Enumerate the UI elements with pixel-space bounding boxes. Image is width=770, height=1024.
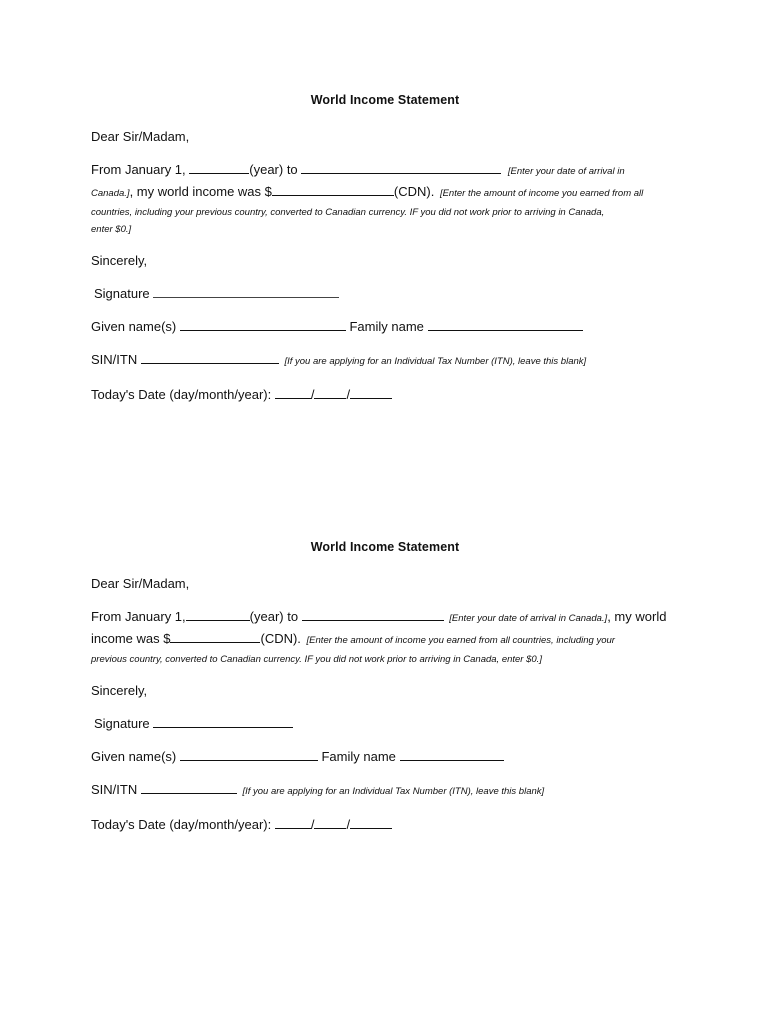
date-separator: / [310,817,315,832]
given-name-field[interactable] [180,747,318,761]
world-income-statement-form-2 [91,540,691,835]
date-year-field[interactable] [350,815,392,829]
date-day-field[interactable] [275,815,311,829]
income-line [91,182,691,204]
arrival-note-cont: Canada.] [91,188,130,199]
closing: Sincerely, [91,253,148,268]
income-amount-field[interactable] [272,182,394,196]
income-note: [Enter the amount of income you earned from all countries, including your [306,635,615,646]
signature-row [91,714,691,734]
world-label: , my world [607,609,667,624]
cdn-label: (CDN). [393,184,435,199]
date-separator: / [346,817,351,832]
date-label: Today's Date (day/month/year): [91,387,275,402]
date-month-field[interactable] [314,385,346,399]
cdn-label: (CDN). [260,631,301,646]
year-field[interactable] [189,160,249,174]
income-label: income was $ [91,631,171,646]
sin-note: [If you are applying for an Individual Tax Number (ITN), leave this blank] [242,786,545,797]
family-name-label: Family name [317,749,400,764]
period-line [91,607,691,629]
income-amount-field[interactable] [170,629,260,643]
year-label: (year) to [249,162,302,177]
date-row [91,385,691,405]
date-label: Today's Date (day/month/year): [91,817,275,832]
signature-label: Signature [94,716,154,731]
signature-field[interactable] [153,714,293,728]
sin-note: [If you are applying for an Individual Tax Number (ITN), leave this blank] [284,356,587,367]
from-label: From January 1, [91,609,186,624]
name-row [91,747,691,767]
sin-row [91,350,691,372]
income-label: , my world income was $ [129,184,272,199]
arrival-note: [Enter your date of arrival in Canada.] [449,613,608,624]
signature-field[interactable] [153,285,339,298]
sin-field[interactable] [141,350,279,364]
family-name-field[interactable] [400,747,504,761]
sin-field[interactable] [141,780,237,794]
form-title: World Income Statement [310,540,460,554]
date-row [91,815,691,835]
form-title: World Income Statement [310,93,460,107]
world-income-statement-form-1 [91,93,691,405]
sin-label: SIN/ITN [91,782,141,797]
income-note: [Enter the amount of income you earned from all [439,188,644,199]
family-name-field[interactable] [428,317,583,331]
arrival-date-field[interactable] [302,607,444,621]
greeting: Dear Sir/Madam, [91,576,190,591]
signature-row [91,284,691,304]
year-label: (year) to [249,609,302,624]
income-line [91,629,691,651]
income-note-end: enter $0.] [91,224,132,235]
date-separator: / [346,387,351,402]
from-label: From January 1, [91,162,190,177]
given-name-label: Given name(s) [91,319,180,334]
arrival-note: [Enter your date of arrival in [507,166,625,177]
name-row [91,317,691,337]
year-field[interactable] [186,607,250,621]
signature-label: Signature [94,286,150,301]
sin-row [91,780,691,802]
date-separator: / [310,387,315,402]
arrival-date-field[interactable] [301,160,501,174]
date-year-field[interactable] [350,385,392,399]
income-note-cont: countries, including your previous country, converted to Canadian currency. IF you did not work prior to arriving in Canada, [91,207,605,218]
family-name-label: Family name [345,319,428,334]
given-name-label: Given name(s) [91,749,180,764]
sin-label: SIN/ITN [91,352,141,367]
date-month-field[interactable] [314,815,346,829]
date-day-field[interactable] [275,385,311,399]
income-note-cont: previous country, converted to Canadian currency. IF you did not work prior to arriving in Canada, enter $0.] [91,654,542,665]
given-name-field[interactable] [180,317,346,331]
period-line [91,160,691,182]
greeting: Dear Sir/Madam, [91,129,190,144]
closing: Sincerely, [91,683,148,698]
